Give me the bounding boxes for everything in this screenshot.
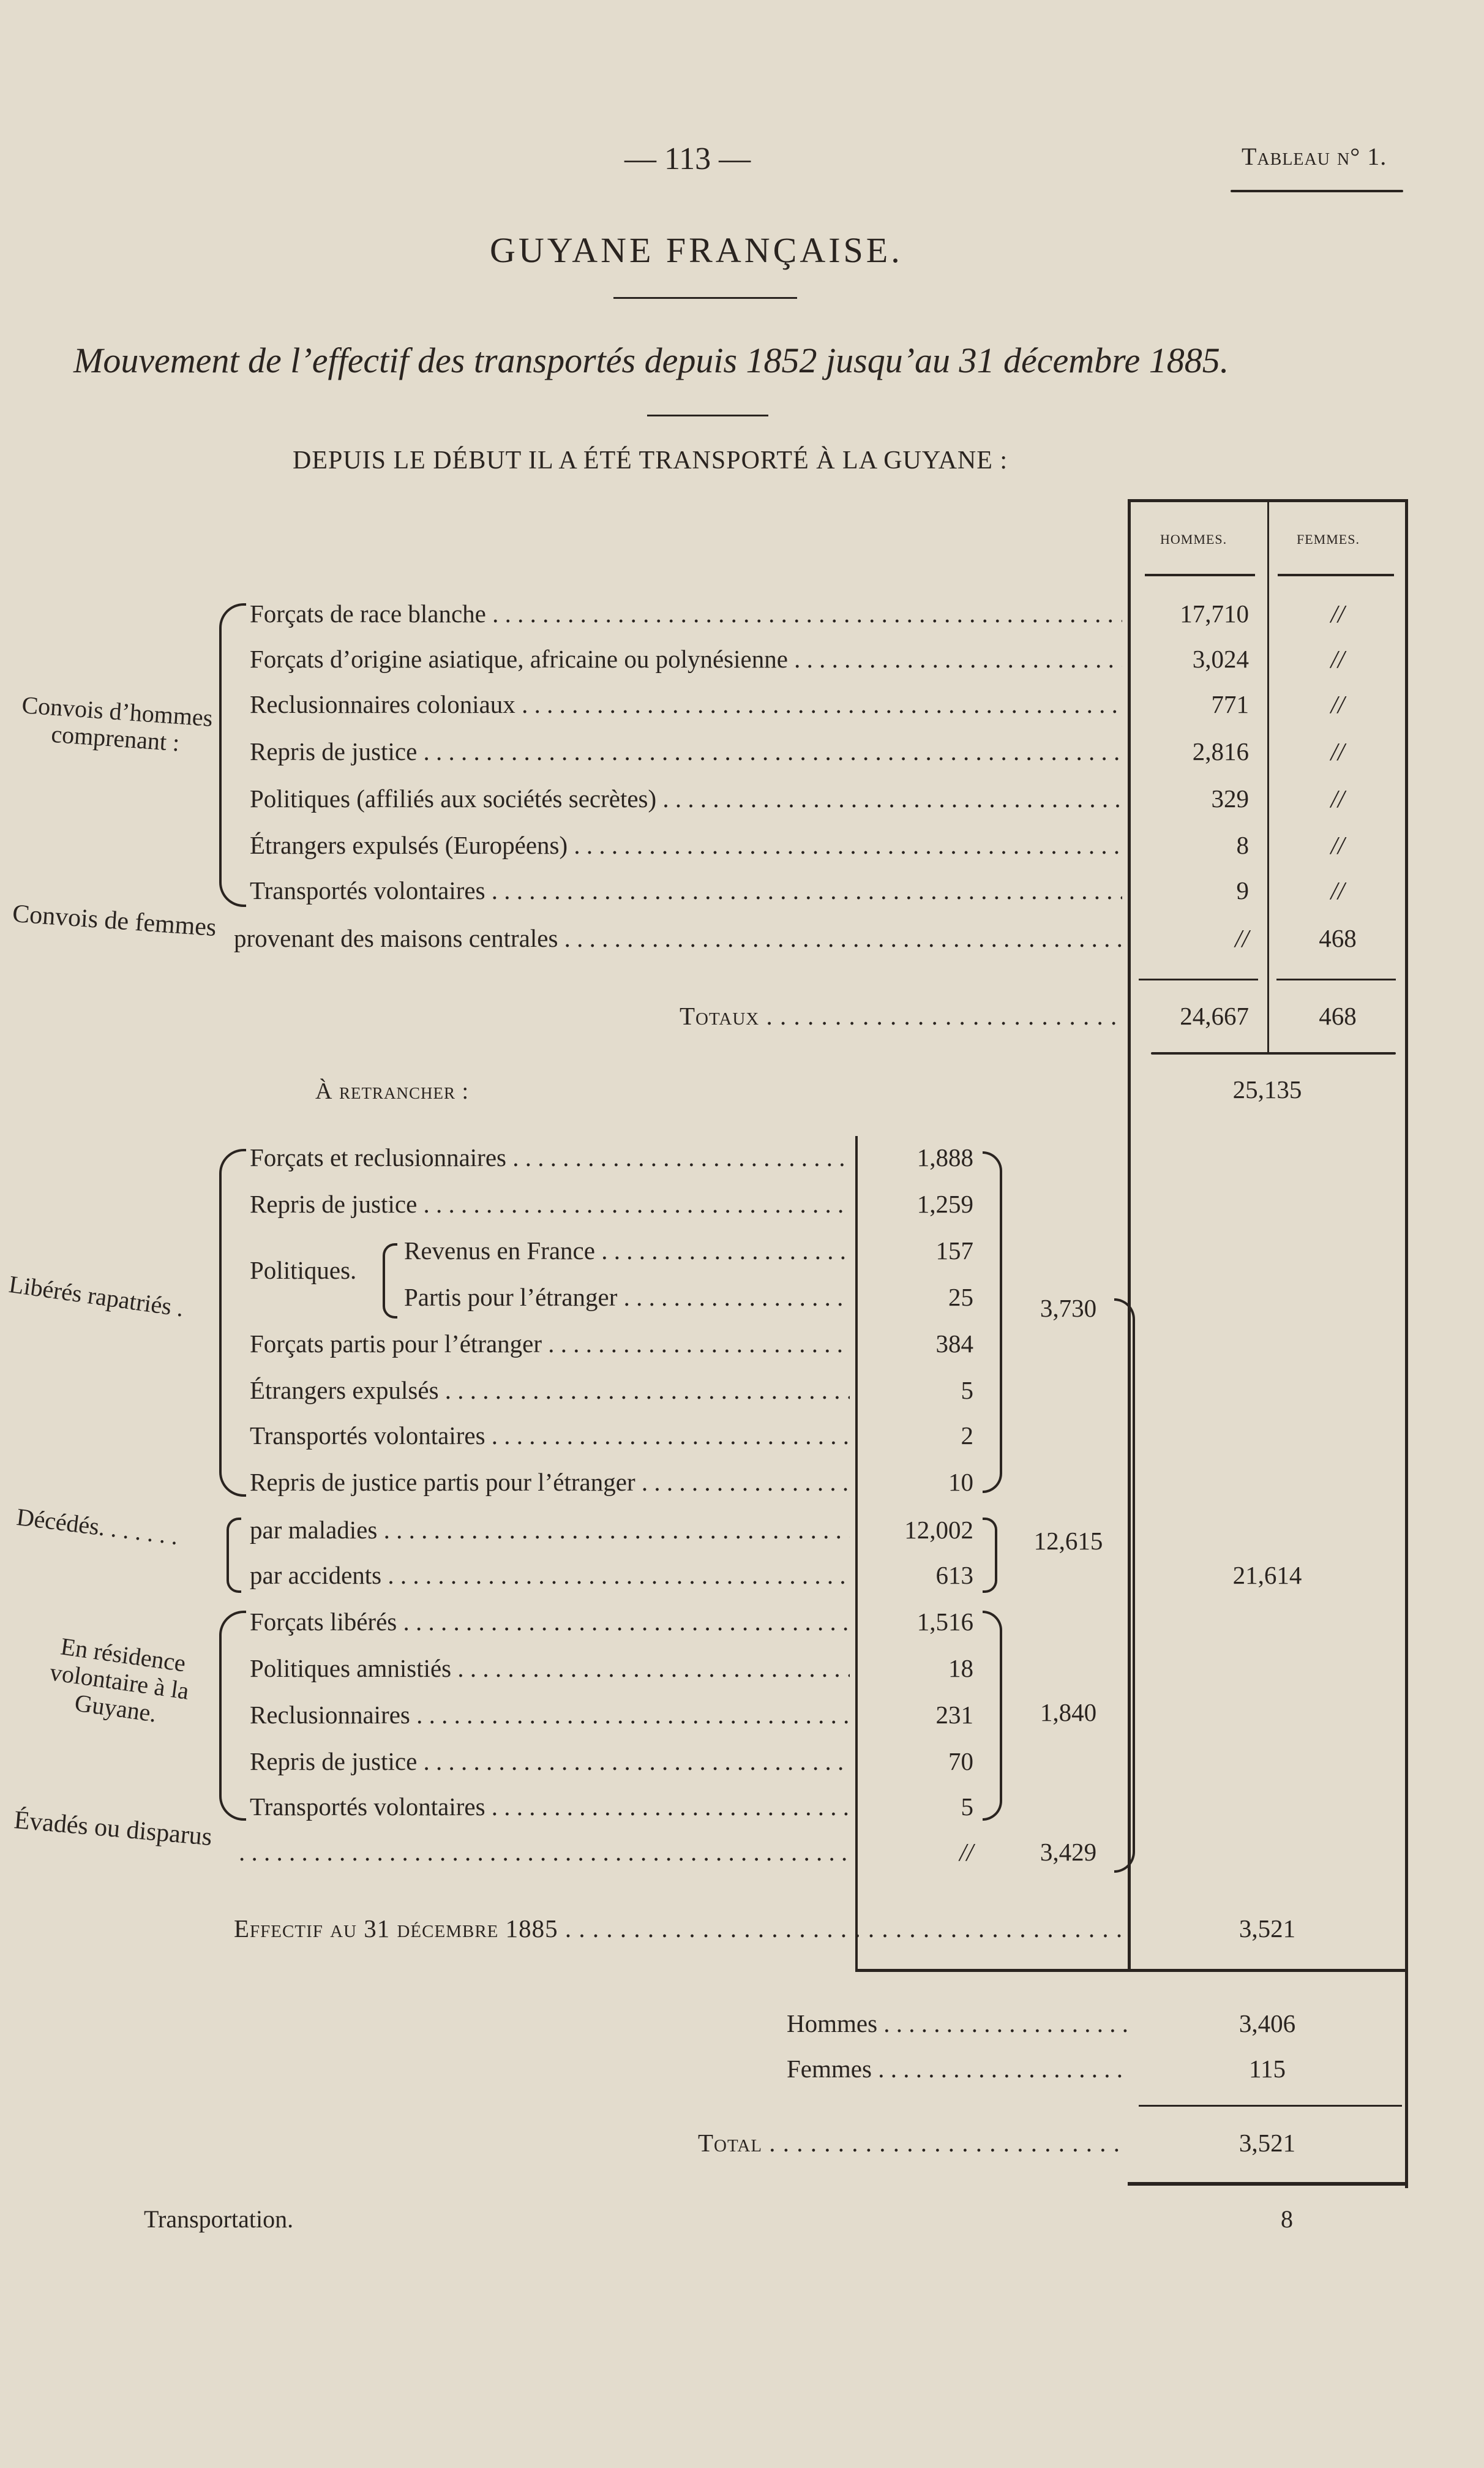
residence-subtotal: 1,840 <box>1040 1698 1097 1726</box>
liberes-row-label: Repris de justice partis pour l’étranger . . . <box>250 1467 850 1497</box>
col-divider-rule <box>1267 502 1269 1053</box>
liberes-row-value: 1,888 <box>916 1143 973 1172</box>
totaux-brace <box>1151 1052 1396 1055</box>
residence-row-value: 5 <box>961 1793 973 1821</box>
convois-row-femmes: // <box>1330 784 1345 813</box>
convois-hommes-label: Convois d’hommes comprenant : <box>21 691 214 757</box>
convois-row-femmes: // <box>1330 876 1345 905</box>
evades-value: // <box>959 1838 973 1866</box>
footer-left: Transportation. <box>144 2205 294 2233</box>
convois-row-label: Forçats de race blanche . . . <box>250 599 1122 628</box>
title-rule <box>613 297 797 299</box>
subtitle: Mouvement de l’effectif des transportés depuis 1852 jusqu’au 31 décembre 1885. <box>73 340 1229 380</box>
box-right-rule <box>1405 499 1408 2188</box>
decedes-row-value: 613 <box>935 1561 973 1589</box>
liberes-row-label: Repris de justice . . . <box>250 1189 850 1219</box>
decedes-row-label: par accidents . . . <box>250 1560 850 1590</box>
column-hommes: HOMMES. <box>1160 532 1227 547</box>
totaux-rule-f <box>1276 979 1396 980</box>
convois-bracket <box>219 603 246 907</box>
convois-row-label: Forçats d’origine asiatique, africaine ou polynésienne . . . <box>250 644 1122 674</box>
header-underline-h <box>1145 574 1255 576</box>
residence-row-label: Reclusionnaires . . . <box>250 1700 850 1729</box>
a-retrancher-label: À retrancher : <box>315 1078 470 1104</box>
effectif-label: Effectif au 31 décembre 1885 . . . <box>234 1914 1128 1943</box>
liberes-row-value: 157 <box>935 1236 973 1265</box>
decedes-label: Décédés. . . . . . . <box>15 1503 180 1551</box>
bottom-rule <box>1128 2182 1408 2186</box>
column-femmes: FEMMES. <box>1297 532 1360 547</box>
grand-total: 25,135 <box>1232 1075 1302 1104</box>
liberes-row-value: 1,259 <box>916 1190 973 1218</box>
retrancher-total: 21,614 <box>1232 1561 1302 1589</box>
decedes-row-value: 12,002 <box>904 1516 973 1544</box>
intro-text: DEPUIS LE DÉBUT IL A ÉTÉ TRANSPORTÉ À LA GUYANE : <box>293 446 1008 475</box>
politiques-label: Politiques. <box>250 1256 357 1284</box>
convois-row-femmes: // <box>1330 690 1345 718</box>
total-value: 3,521 <box>1239 2129 1296 2157</box>
liberes-row-value: 5 <box>961 1376 973 1404</box>
liberes-row-value: 2 <box>961 1421 973 1450</box>
convois-row-label: Transportés volontaires . . . <box>250 876 1122 905</box>
effectif-rule <box>855 1969 1408 1972</box>
summary-femmes-value: 115 <box>1249 2055 1286 2083</box>
tableau-label: Tableau n° 1. <box>1242 143 1387 170</box>
residence-row-value: 1,516 <box>916 1608 973 1636</box>
totaux-rule-h <box>1139 979 1258 980</box>
tableau-underline <box>1231 190 1403 192</box>
convois-row-femmes: // <box>1330 737 1345 766</box>
residence-label: En résidence volontaire à la Guyane. <box>48 1632 191 1728</box>
summary-hommes-value: 3,406 <box>1239 2009 1296 2037</box>
decedes-total-bracket <box>983 1518 997 1593</box>
summary-hommes-label: Hommes . . . <box>787 2009 1128 2038</box>
liberes-row-label: Forçats et reclusionnaires . . . <box>250 1143 850 1172</box>
evades-row-dots <box>239 1837 850 1867</box>
liberes-total-bracket <box>983 1151 1002 1493</box>
convois-row-femmes: // <box>1330 645 1345 673</box>
convois-row-femmes: // <box>1330 831 1345 859</box>
liberes-bracket <box>219 1149 246 1497</box>
summary-femmes-label: Femmes . . . <box>787 2054 1128 2083</box>
totaux-hommes: 24,667 <box>1180 1002 1249 1030</box>
evades-subtotal: 3,429 <box>1040 1838 1097 1866</box>
decedes-row-label: par maladies . . . <box>250 1515 850 1544</box>
residence-total-bracket <box>983 1611 1002 1821</box>
header-underline-f <box>1278 574 1394 576</box>
convois-femmes-femmes: 468 <box>1319 924 1357 952</box>
decedes-subtotal: 12,615 <box>1033 1527 1103 1555</box>
retrancher-total-bracket <box>1114 1298 1135 1873</box>
convois-femmes-hommes: // <box>1235 924 1249 952</box>
liberes-row-label: Revenus en France . . . <box>404 1236 850 1265</box>
liberes-row-value: 10 <box>948 1468 973 1496</box>
effectif-value: 3,521 <box>1239 1914 1296 1943</box>
decedes-bracket <box>227 1518 241 1593</box>
residence-row-value: 231 <box>935 1701 973 1729</box>
convois-row-hommes: 3,024 <box>1192 645 1249 673</box>
subtitle-rule <box>647 415 768 416</box>
retrancher-col-rule-1 <box>855 1136 858 1969</box>
convois-femmes-row: provenant des maisons centrales . . . <box>234 924 1122 953</box>
convois-row-hommes: 9 <box>1236 876 1249 905</box>
convois-row-hommes: 771 <box>1211 690 1249 718</box>
convois-row-label: Repris de justice . . . <box>250 737 1122 766</box>
liberes-row-value: 384 <box>935 1330 973 1358</box>
convois-row-hommes: 329 <box>1211 784 1249 813</box>
convois-row-hommes: 8 <box>1236 831 1249 859</box>
summary-rule <box>1139 2105 1402 2107</box>
residence-row-value: 18 <box>948 1654 973 1682</box>
liberes-row-label: Transportés volontaires . . . <box>250 1421 850 1450</box>
liberes-subtotal: 3,730 <box>1040 1294 1097 1322</box>
residence-row-label: Repris de justice . . . <box>250 1747 850 1776</box>
politiques-bracket <box>383 1243 397 1319</box>
residence-row-label: Forçats libérés . . . <box>250 1607 850 1636</box>
liberes-label: Libérés rapatriés . <box>7 1270 186 1322</box>
total-label: Total . . . <box>698 2128 1128 2158</box>
liberes-row-label: Étrangers expulsés . . . <box>250 1375 850 1405</box>
convois-row-hommes: 17,710 <box>1180 600 1249 628</box>
convois-femmes-label: Convois de femmes <box>11 900 217 942</box>
residence-row-label: Politiques amnistiés . . . <box>250 1653 850 1683</box>
footer-right: 8 <box>1281 2205 1293 2233</box>
residence-row-value: 70 <box>948 1747 973 1775</box>
liberes-row-label: Forçats partis pour l’étranger . . . <box>250 1329 850 1358</box>
liberes-row-value: 25 <box>948 1283 973 1311</box>
totaux-femmes: 468 <box>1319 1002 1357 1030</box>
page-number: — 113 — <box>624 141 751 176</box>
page-title: GUYANE FRANÇAISE. <box>490 230 903 270</box>
convois-row-femmes: // <box>1330 600 1345 628</box>
convois-row-hommes: 2,816 <box>1192 737 1249 766</box>
convois-row-label: Étrangers expulsés (Européens) . . . <box>250 830 1122 860</box>
residence-row-label: Transportés volontaires . . . <box>250 1792 850 1821</box>
convois-row-label: Politiques (affiliés aux sociétés secrètes) . . . <box>250 784 1122 813</box>
convois-row-label: Reclusionnaires coloniaux . . . <box>250 690 1122 719</box>
residence-bracket <box>219 1611 246 1821</box>
evades-label: Évadés ou disparus <box>13 1806 214 1852</box>
liberes-row-label: Partis pour l’étranger . . . <box>404 1282 850 1312</box>
totaux-label: Totaux . . . <box>680 1001 1122 1031</box>
